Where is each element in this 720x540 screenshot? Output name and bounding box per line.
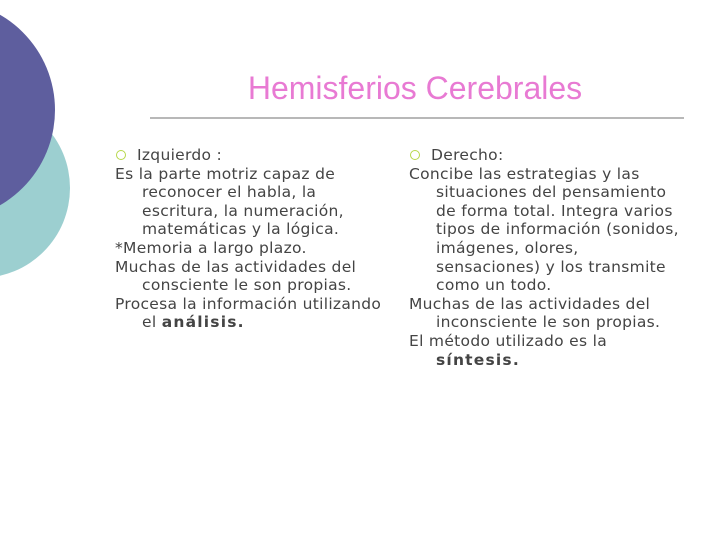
right-paragraph-3 [409, 332, 684, 369]
right-heading: Derecho: [431, 146, 504, 164]
right-paragraph-3-text: El método utilizado es la [409, 331, 608, 350]
left-heading-row [115, 146, 390, 165]
left-paragraph-2: *Memoria a largo plazo. [115, 238, 307, 257]
circle-bullet-icon [116, 150, 126, 160]
right-heading-row [409, 146, 684, 165]
left-paragraph-1: Es la parte motriz capaz de reconocer el habla, la escritura, la numeración, matemáticas y la lógica. [115, 164, 344, 239]
circle-bullet-icon [410, 150, 420, 160]
right-paragraph-2: Muchas de las actividades del inconsciente le son propias. [409, 294, 661, 332]
left-paragraph-4-bold: análisis. [161, 313, 245, 332]
right-paragraph-1: Concibe las estrategias y las situaciones del pensamiento de forma total. Integra varios tipos de información (sonidos, imágenes, olores, sensaciones) y los transmite como un todo. [409, 164, 679, 295]
left-paragraph-3: Muchas de las actividades del consciente le son propias. [115, 257, 357, 295]
left-paragraph-4 [115, 295, 390, 332]
right-column [409, 146, 684, 369]
left-heading: Izquierdo : [137, 146, 223, 164]
slide-title: Hemisferios Cerebrales [247, 70, 583, 106]
left-paragraph-4-text: Procesa la información utilizando el [115, 294, 382, 332]
left-column [115, 146, 390, 332]
title-divider [150, 117, 684, 119]
right-paragraph-3-bold: síntesis. [436, 350, 520, 369]
